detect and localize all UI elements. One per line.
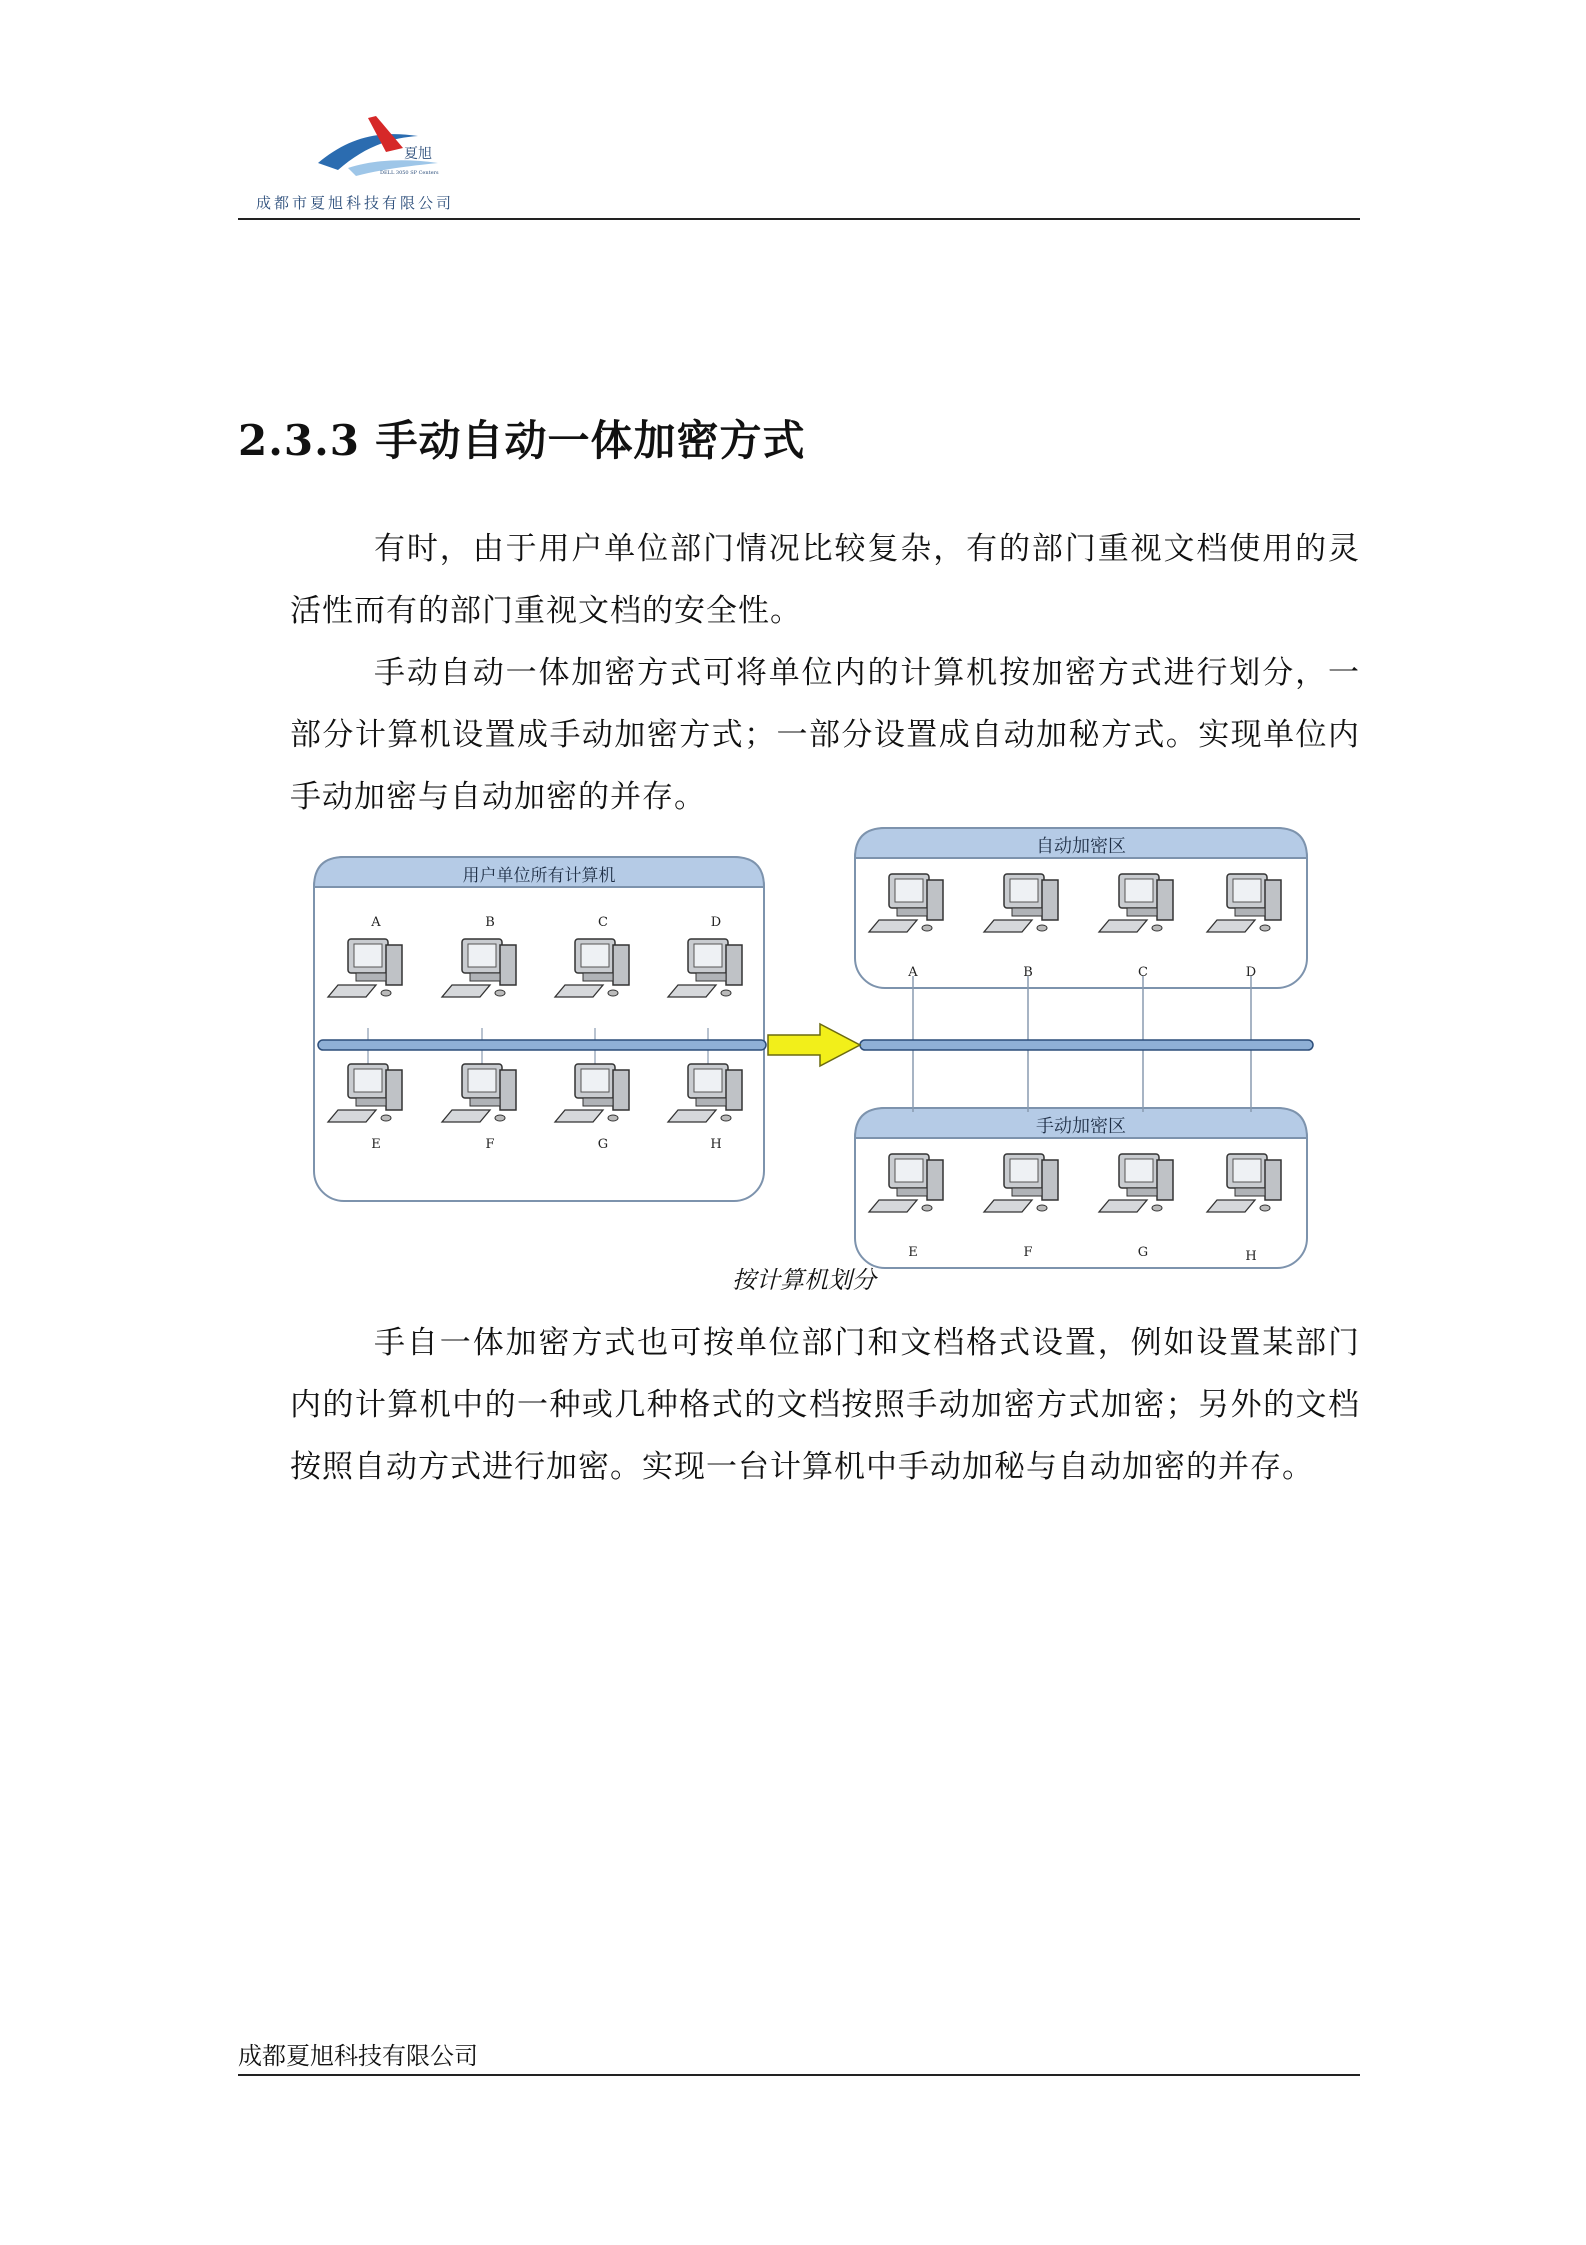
pc-label: H <box>1245 1249 1257 1264</box>
arrow-icon <box>768 1024 860 1066</box>
pc-label: B <box>1023 965 1033 980</box>
company-logo <box>308 108 458 188</box>
page-header <box>238 108 1360 220</box>
encryption-diagram <box>310 824 1322 1294</box>
paragraph-3: 手自一体加密方式也可按单位部门和文档格式设置，例如设置某部门内的计算机中的一种或几种格式的文档按照手动加密方式加密；另外的文档按照自动方式进行加密。实现一台计算机中手动加秘与自动加密的并存。 <box>290 1325 1360 1485</box>
pc-label: A <box>908 965 918 980</box>
pc-label: F <box>485 1137 495 1152</box>
pc-label: G <box>597 1137 609 1152</box>
left-network-bus <box>318 1040 766 1050</box>
logo-brand-text: 夏旭 <box>404 146 432 162</box>
header-rule <box>238 218 1360 220</box>
figure-caption: 按计算机划分 <box>732 1266 876 1294</box>
manual-encrypt-title: 手动加密区 <box>1036 1116 1126 1137</box>
section-title: 2.3.3 手动自动一体加密方式 <box>238 416 806 465</box>
pc-label: D <box>1245 965 1257 980</box>
left-group-title: 用户单位所有计算机 <box>462 866 616 886</box>
pc-label: E <box>371 1137 381 1152</box>
footer-company-name: 成都夏旭科技有限公司 <box>238 2042 478 2070</box>
pc-label: C <box>1138 965 1148 980</box>
pc-label: H <box>710 1137 722 1152</box>
auto-encrypt-title: 自动加密区 <box>1036 836 1126 857</box>
pc-label: F <box>1023 1245 1033 1260</box>
pc-label: A <box>371 915 381 930</box>
logo-subtitle-text: DELL 3050 SP Centers <box>380 170 439 176</box>
header-company-name: 成都市夏旭科技有限公司 <box>256 194 455 212</box>
pc-label: D <box>710 915 722 930</box>
left-group-panel <box>314 857 764 1201</box>
paragraph-2: 手动自动一体加密方式可将单位内的计算机按加密方式进行划分，一部分计算机设置成手动加密方式；一部分设置成自动加秘方式。实现单位内手动加密与自动加密的并存。 <box>290 655 1360 815</box>
pc-label: E <box>908 1245 918 1260</box>
right-network-bus <box>860 1040 1313 1050</box>
pc-label: C <box>598 915 608 930</box>
pc-label: G <box>1137 1245 1149 1260</box>
footer-rule <box>238 2074 1360 2076</box>
pc-label: B <box>485 915 495 930</box>
paragraph-1: 有时，由于用户单位部门情况比较复杂，有的部门重视文档使用的灵活性而有的部门重视文档的安全性。 <box>290 531 1360 629</box>
